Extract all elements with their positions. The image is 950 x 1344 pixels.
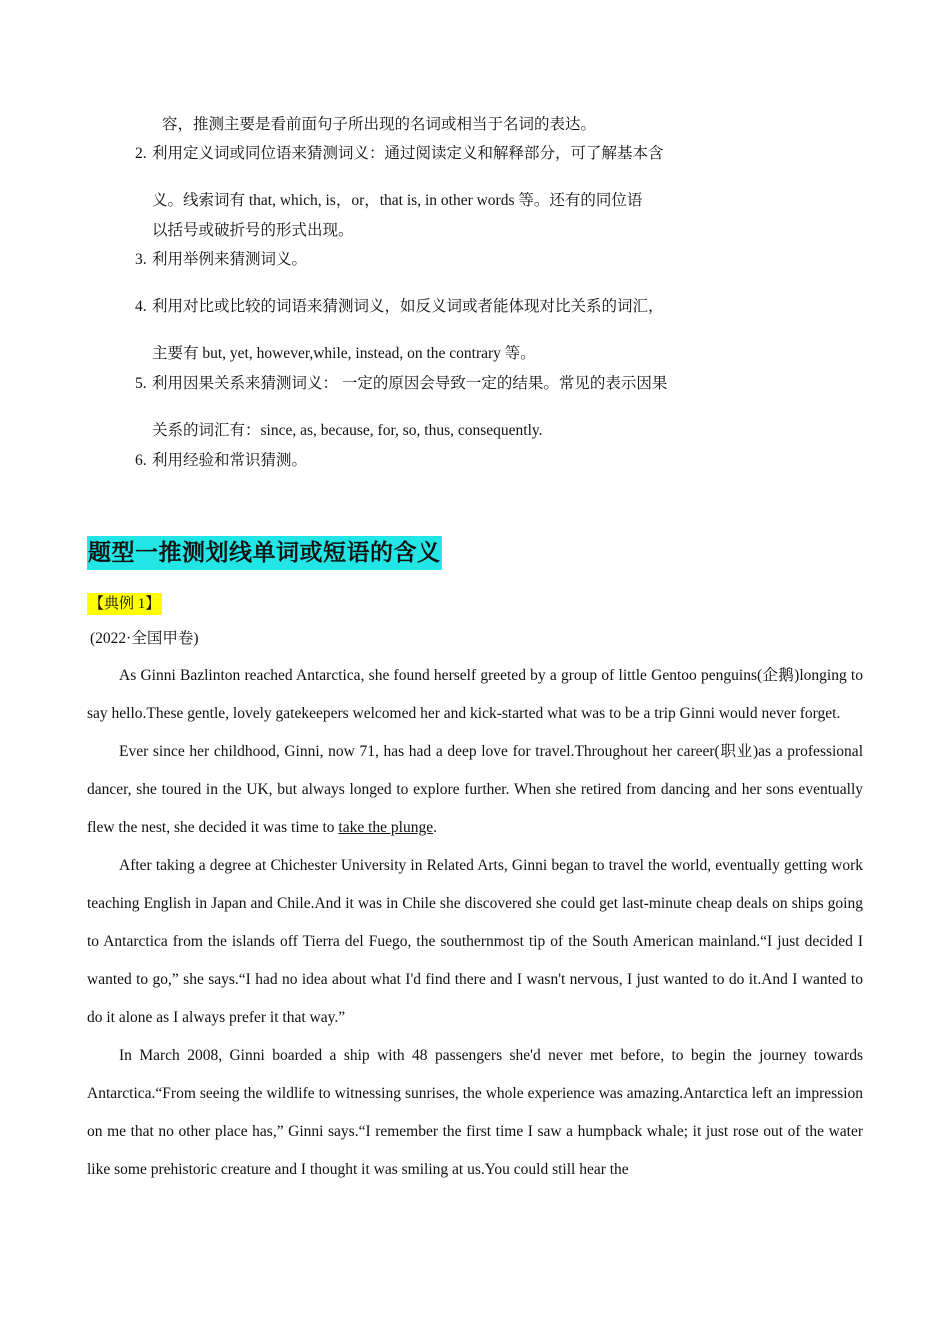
method-item-4-line-2: 主要有 but, yet, however,while, instead, on the contrary 等。 xyxy=(152,345,536,362)
paragraph-2-text: Ever since her childhood, Ginni, now 71, has had a deep love for travel.Throughout her career(职业)as a professional dancer, she toured in the UK, but always longed to explore further. When she retired from dancing and her sons eventually flew the nest, she decided it was time to xyxy=(87,743,863,836)
method-item-5-number: 5. xyxy=(135,375,147,392)
method-item-2-line-3: 以括号或破折号的形式出现。 xyxy=(152,222,354,239)
underlined-phrase: take the plunge xyxy=(338,819,434,836)
method-1-continuation: 容，推测主要是看前面句子所出现的名词或相当于名词的表达。 xyxy=(162,116,597,133)
method-item-6-number: 6. xyxy=(135,452,147,469)
passage-paragraph-2 xyxy=(87,733,863,847)
passage-paragraph-1: As Ginni Bazlinton reached Antarctica, she found herself greeted by a group of little Gentoo penguins(企鹅)longing to say hello.These gentle, lovely gatekeepers welcomed her and kick-started what was to be a trip Ginni would never forget. xyxy=(87,667,863,722)
method-item-4-number: 4. xyxy=(135,298,147,315)
method-item-2-number: 2. xyxy=(135,145,147,162)
method-item-3 xyxy=(135,250,307,270)
method-item-6 xyxy=(135,451,307,471)
method-item-4-text: 利用对比或比较的词语来猜测词义，如反义词或者能体现对比关系的词汇， xyxy=(152,298,664,315)
method-item-3-text: 利用举例来猜测词义。 xyxy=(152,251,308,268)
example-tag: 【典例 1】 xyxy=(87,593,162,615)
method-item-3-number: 3. xyxy=(135,251,147,268)
paragraph-2-end: . xyxy=(433,819,437,836)
source-label: (2022·全国甲卷) xyxy=(90,630,199,647)
method-item-5-line-2: 关系的词汇有：since, as, because, for, so, thus, consequently. xyxy=(152,422,543,439)
passage-paragraph-3: After taking a degree at Chichester University in Related Arts, Ginni began to travel the world, eventually getting work teaching English in Japan and Chile.And it was in Chile she discovered she could get last-minute cheap deals on ships going to Antarctica from the islands off Tierra del Fuego, the southernmost tip of the South American mainland.“I just decided I wanted to go,” she says.“I had no idea about what I'd find there and I wasn't nervous, I just wanted to do it.And I wanted to do it alone as I always prefer it that way.” xyxy=(87,857,863,1026)
method-item-6-text: 利用经验和常识猜测。 xyxy=(152,452,308,469)
method-item-2-line-2: 义。线索词有 that, which, is，or，that is, in other words 等。还有的同位语 xyxy=(152,192,643,209)
passage xyxy=(87,657,863,1189)
method-item-5-text: 利用因果关系来猜测词义： 一定的原因会导致一定的结果。常见的表示因果 xyxy=(152,375,668,392)
method-item-5 xyxy=(135,374,667,394)
method-item-4 xyxy=(135,297,664,317)
method-item-2-text: 利用定义词或同位语来猜测词义：通过阅读定义和解释部分，可了解基本含 xyxy=(152,145,664,162)
passage-paragraph-4: In March 2008, Ginni boarded a ship with 48 passengers she'd never met before, to begin the journey towards Antarctica.“From seeing the wildlife to witnessing sunrises, the whole experience was amazing.Antarctica left an impression on me that no other place has,” Ginni says.“I remember the first time I saw a humpback whale; it just rose out of the water like some prehistoric creature and I thought it was smiling at us.You could still hear the xyxy=(87,1047,863,1178)
section-heading: 题型一推测划线单词或短语的含义 xyxy=(87,536,442,570)
method-item-2 xyxy=(135,144,664,164)
